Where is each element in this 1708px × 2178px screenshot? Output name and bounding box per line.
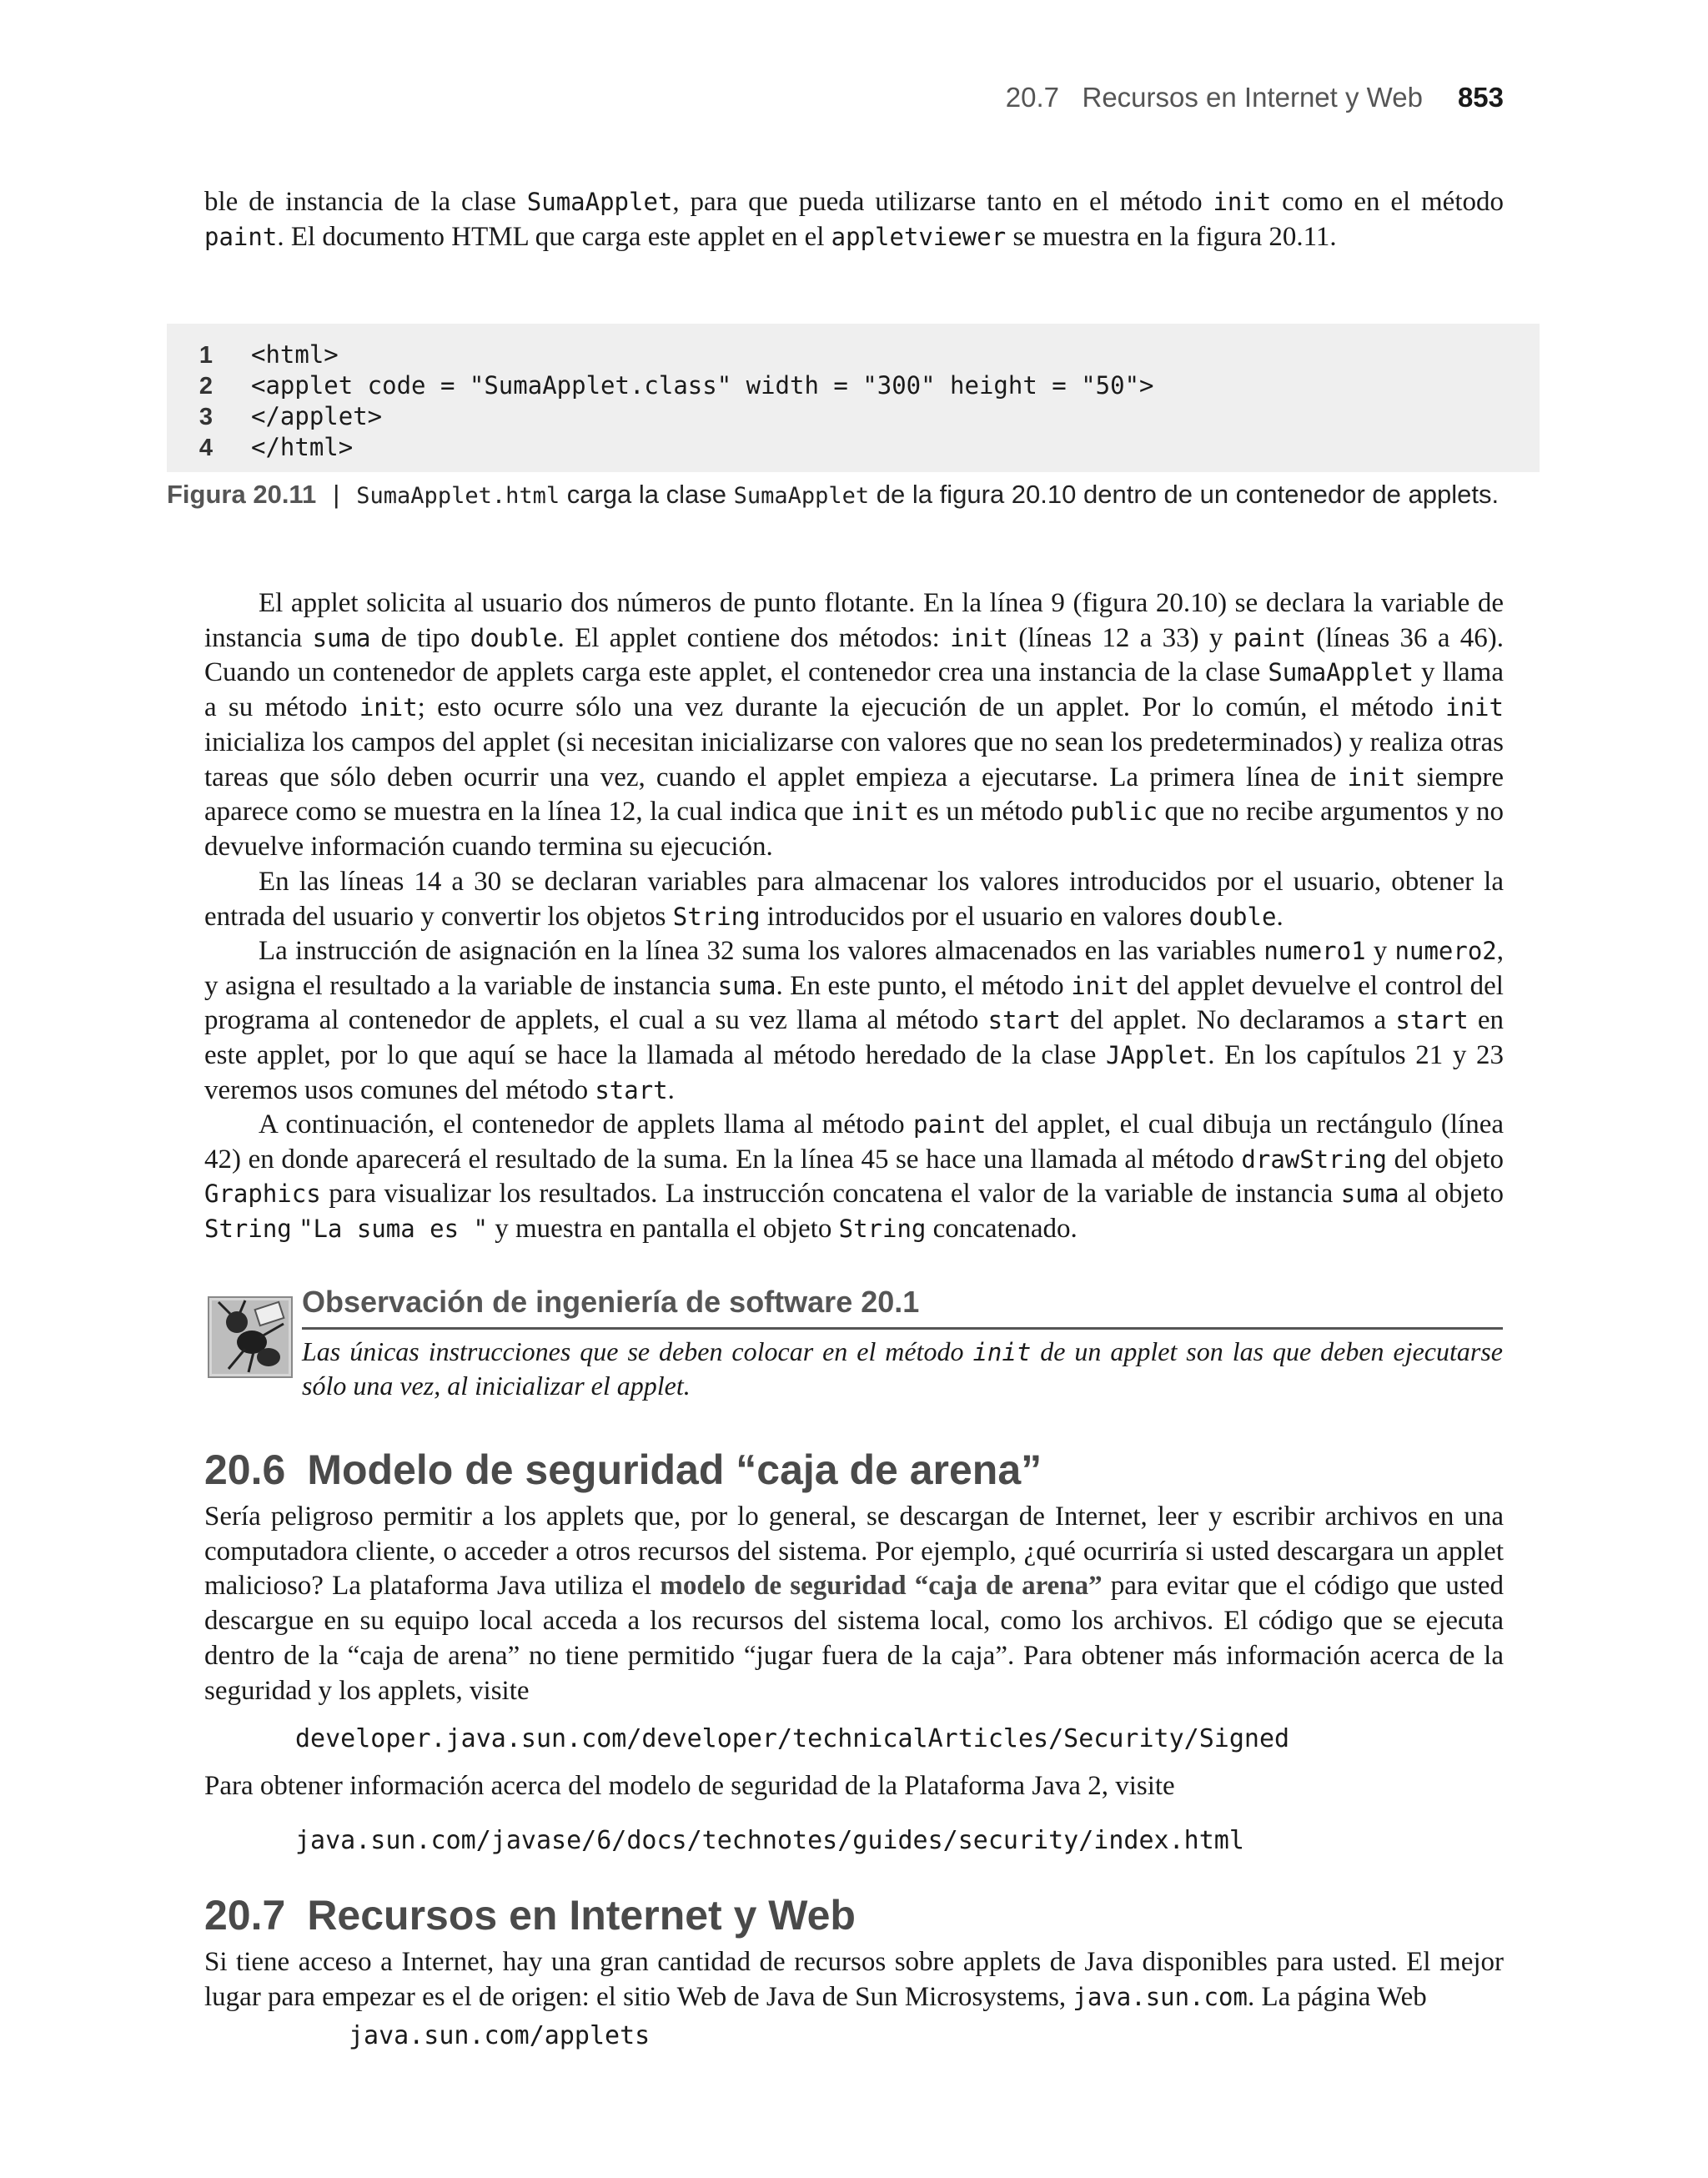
url-security-signed: developer.java.sun.com/developer/technicalArticles/Security/Signed: [295, 1724, 1290, 1753]
header-title: Recursos en Internet y Web: [1082, 82, 1423, 113]
line-number: 2: [198, 373, 213, 400]
section-heading-20-7: 20.7 Recursos en Internet y Web: [204, 1892, 856, 1939]
line-number: 3: [198, 404, 213, 430]
note-divider: [302, 1327, 1503, 1330]
running-header: [1006, 82, 1504, 113]
url-applets: java.sun.com/applets: [349, 2021, 651, 2050]
body-paragraph: A continuación, el contenedor de applets llama al método paint del applet, el cual dibuja un rectángulo (línea 42) en donde aparecerá el resultado de la suma. En la línea 45 se hace una llamada al método drawString del objeto Graphics para visualizar los resultados. La instrucción concatena el valor de la variable de instancia suma al objeto String "La suma es " y muestra en pantalla el objeto String concatenado.: [204, 1109, 1504, 1245]
body-paragraph: Para obtener información acerca del modelo de seguridad de la Plataforma Java 2, visite: [204, 1771, 1175, 1801]
page-number: 853: [1457, 82, 1504, 113]
line-number: 4: [198, 435, 213, 461]
code-line: [167, 432, 1501, 463]
url-security-index: java.sun.com/javase/6/docs/technotes/guides/security/index.html: [295, 1826, 1244, 1855]
key-term: modelo de seguridad “caja de arena”: [660, 1571, 1103, 1602]
figure-label: Figura 20.11: [167, 480, 317, 509]
intro-paragraph: ble de instancia de la clase SumaApplet, para que pueda utilizarse tanto en el método init como en el método paint. El documento HTML que carga este applet en el appletviewer se muestra en la figura 20.11.: [204, 187, 1504, 252]
line-code: <html>: [251, 340, 339, 369]
section-heading-20-6: 20.6 Modelo de seguridad “caja de arena”: [204, 1446, 1042, 1493]
line-code: </applet>: [251, 402, 383, 430]
body-paragraph: En las líneas 14 a 30 se declaran variables para almacenar los valores introducidos por el usuario, obtener la entrada del usuario y convertir los objetos String introducidos por el usuario en valores double.: [204, 867, 1504, 932]
code-line: [167, 401, 1501, 432]
code-listing: [167, 324, 1540, 472]
body-paragraph: El applet solicita al usuario dos números de punto flotante. En la línea 9 (figura 20.10) se declara la variable de instancia suma de tipo double. El applet contiene dos métodos: init (líneas 12 a 33) y paint (líneas 36 a 46). Cuando un contenedor de applets carga este applet, el contenedor crea una instancia de la clase SumaApplet y llama a su método init; esto ocurre sólo una vez durante la ejecución de un applet. Por lo común, el método init inicializa los campos del applet (si necesitan inicializarse con valores que no sean los predeterminados) y realiza otras tareas que sólo deben ocurrir una vez, cuando el applet empieza a ejecutarse. La primera línea de init siempre aparece como se muestra en la línea 12, la cual indica que init es un método public que no recibe argumentos y no devuelve información cuando termina su ejecución.: [204, 588, 1505, 862]
line-number: 1: [198, 342, 213, 369]
body-paragraph: Sería peligroso permitir a los applets que, por lo general, se descargan de Internet, leer y escribir archivos en una computadora cliente, o acceder a otros recursos del sistema. Por ejemplo, ¿qué ocurriría si usted descargara un applet malicioso? La plataforma Java utiliza el modelo de seguridad “caja de arena” para evitar que el código que usted descargue en su equipo local acceda a los recursos del sistema local, como los archivos. El código que se ejecuta dentro de la “caja de arena” no tiene permitido “jugar fuera de la caja”. Para obtener más información acerca de la seguridad y los applets, visite: [204, 1501, 1504, 1706]
code-line: [167, 370, 1501, 401]
body-paragraph: La instrucción de asignación en la línea 32 suma los valores almacenados en las variables numero1 y numero2, y asigna el resultado a la variable de instancia suma. En este punto, el método init del applet devuelve el control del programa al contenedor de applets, el cual a su vez llama al método start del applet. No declaramos a start en este applet, por lo que aquí se hace la llamada al método heredado de la clase JApplet. En los capítulos 21 y 23 veremos usos comunes del método start.: [204, 936, 1504, 1105]
line-code: <applet code = "SumaApplet.class" width = "300" height = "50">: [251, 371, 1154, 400]
ant-engineering-icon: [205, 1290, 295, 1382]
header-section-number: 20.7: [1005, 82, 1059, 113]
note-title: Observación de ingeniería de software 20.1: [302, 1285, 920, 1319]
line-code: </html>: [251, 433, 354, 461]
body-paragraph: Si tiene acceso a Internet, hay una gran cantidad de recursos sobre applets de Java disponibles para usted. El mejor lugar para empezar es el de origen: el sitio Web de Java de Sun Microsystems, java.sun.com. La página Web: [204, 1947, 1504, 2012]
figure-caption: Figura 20.11 | SumaApplet.html carga la clase SumaApplet de la figura 20.10 dentro de un contenedor de applets.: [167, 480, 1500, 509]
code-line: [167, 340, 1501, 370]
note-text: Las únicas instrucciones que se deben colocar en el método init de un applet son las que deben ejecutarse sólo una vez, al inicializar el applet.: [302, 1336, 1504, 1401]
